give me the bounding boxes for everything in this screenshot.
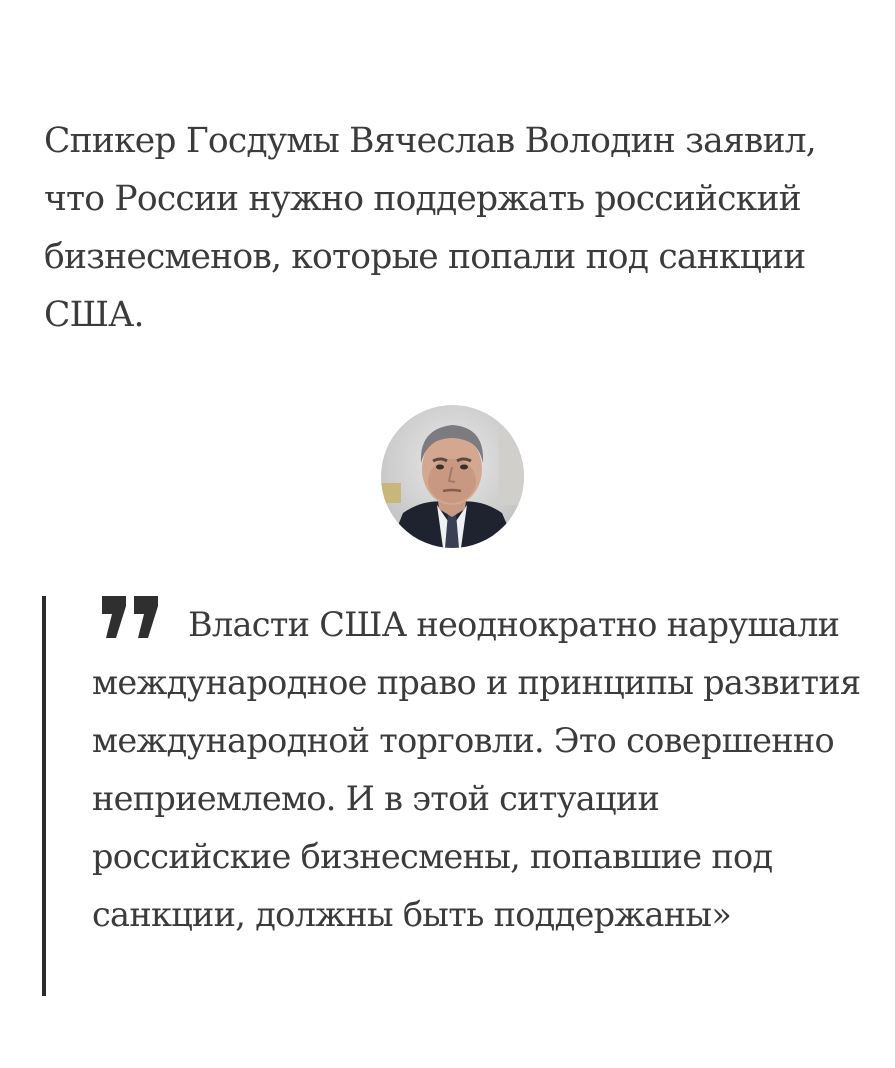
blockquote — [42, 596, 861, 996]
portrait-icon — [381, 405, 524, 548]
quote-text: Власти США неоднократно нарушали международное право и принципы развития международной торговли. Это совершенно неприемлемо. И в этой ситуации российские бизнесмены, попавшие под санкции, должны быть поддержаны» — [92, 605, 861, 934]
article-lead: Спикер Госдумы Вячеслав Володин заявил, что России нужно поддержать российский бизнесменов, которые попали под санкции США. — [44, 121, 816, 335]
avatar — [381, 405, 524, 548]
